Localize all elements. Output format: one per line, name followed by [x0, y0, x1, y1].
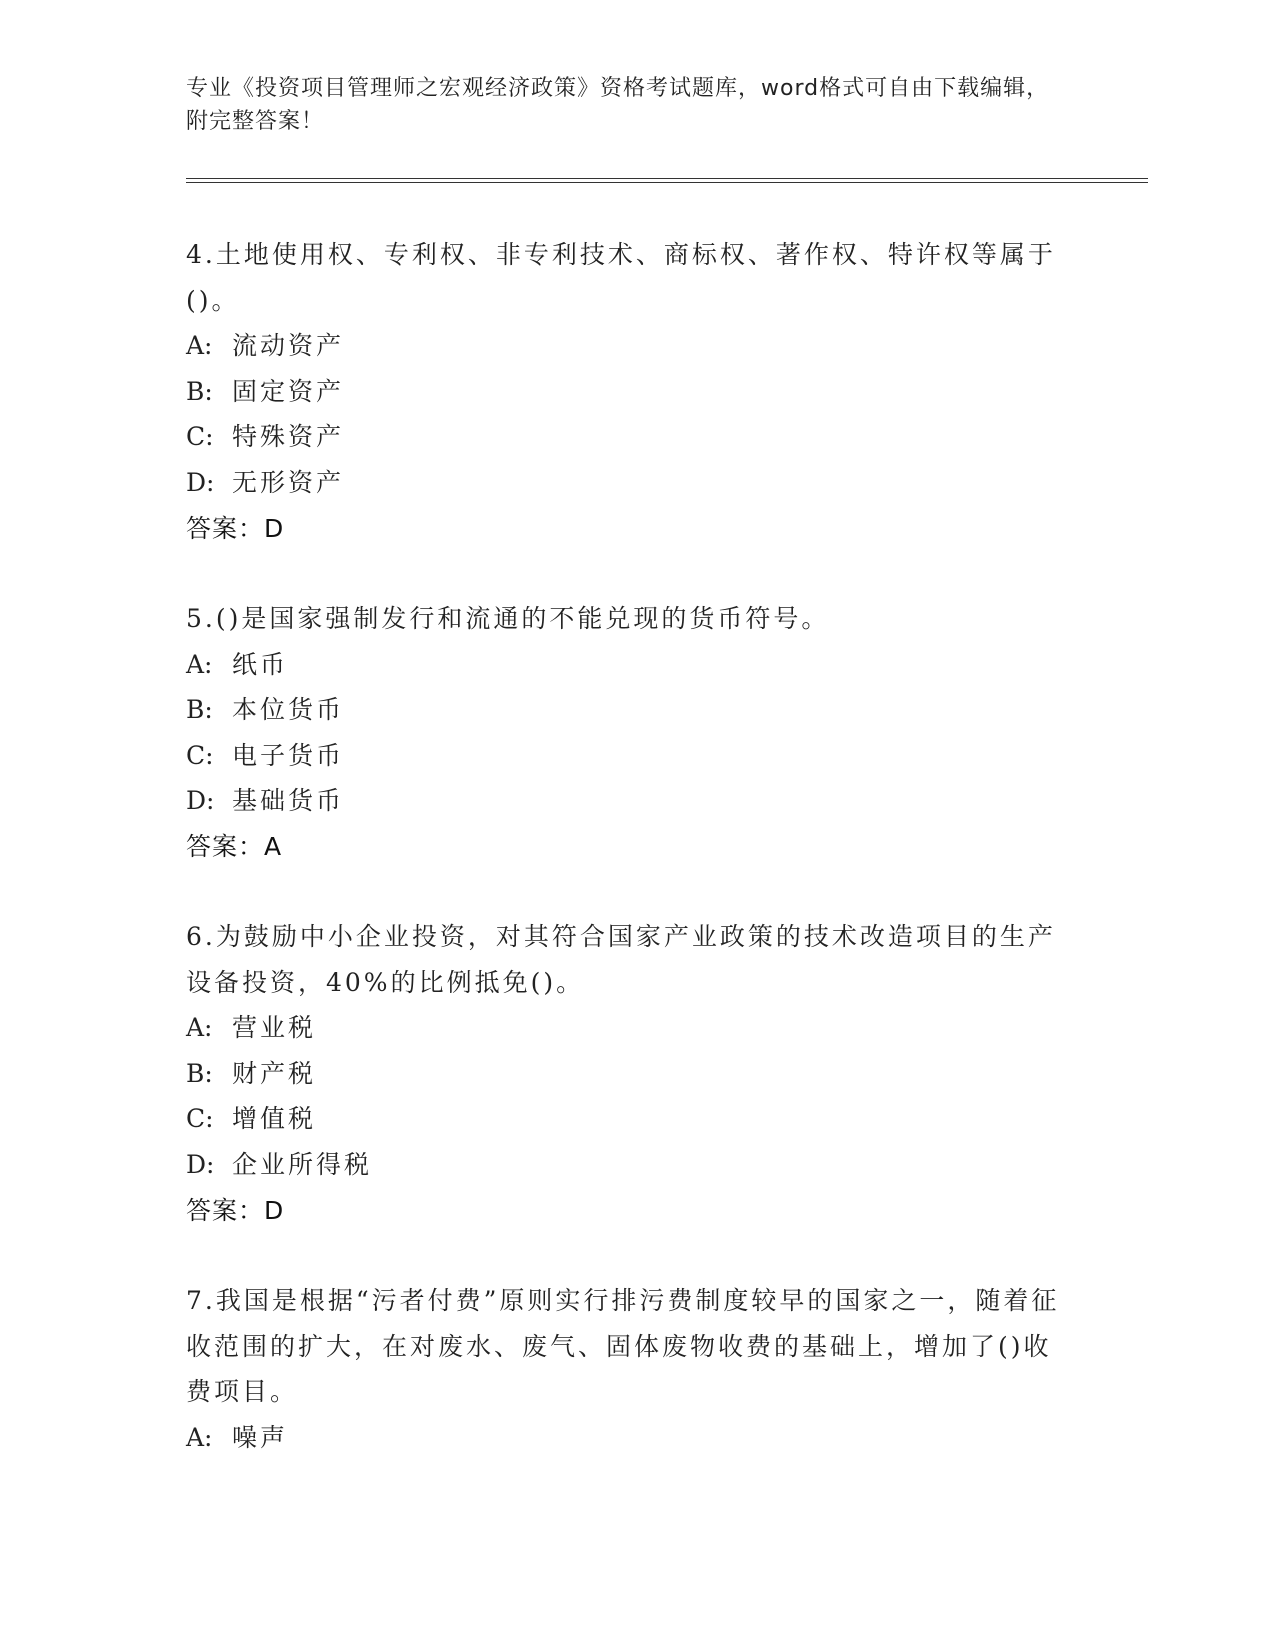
header-divider-top — [186, 178, 1148, 179]
answer-line: 答案：D — [186, 513, 285, 543]
option-c — [186, 733, 1066, 779]
option-letter: C: — [186, 422, 214, 452]
option-text: 电子货币 — [232, 740, 345, 770]
option-letter: A: — [186, 649, 213, 679]
option-c — [186, 414, 1066, 460]
question-stem: 6.为鼓励中小企业投资，对其符合国家产业政策的技术改造项目的生产设备投资，40%的比例抵免()。 — [186, 922, 1056, 997]
option-letter: D: — [186, 786, 215, 816]
option-letter: D: — [186, 1149, 215, 1179]
option-text: 营业税 — [232, 1013, 317, 1043]
option-letter: C: — [186, 1104, 214, 1134]
option-text: 特殊资产 — [232, 422, 345, 452]
option-d — [186, 460, 1066, 506]
option-letter: B: — [186, 695, 213, 725]
question-7 — [186, 1278, 1066, 1460]
question-5 — [186, 596, 1066, 870]
option-text: 财产税 — [232, 1058, 317, 1088]
option-text: 固定资产 — [232, 376, 345, 406]
question-6 — [186, 914, 1066, 1233]
option-d — [186, 1142, 1066, 1188]
question-stem: 5.()是国家强制发行和流通的不能兑现的货币符号。 — [186, 604, 830, 633]
option-letter: B: — [186, 1058, 213, 1088]
option-a — [186, 642, 1066, 688]
option-letter: C: — [186, 740, 214, 770]
option-b — [186, 1051, 1066, 1097]
question-stem: 7.我国是根据“污者付费”原则实行排污费制度较早的国家之一，随着征收范围的扩大，在对废水、废气、固体废物收费的基础上，增加了()收费项目。 — [186, 1286, 1060, 1407]
option-text: 流动资产 — [232, 331, 345, 361]
answer-line: 答案：A — [186, 831, 283, 861]
option-letter: A: — [186, 331, 213, 361]
option-text: 基础货币 — [232, 786, 345, 816]
option-text: 增值税 — [232, 1104, 317, 1134]
option-text: 无形资产 — [232, 467, 345, 497]
option-text: 纸币 — [232, 649, 289, 679]
option-text: 噪声 — [232, 1422, 289, 1452]
option-a — [186, 323, 1066, 369]
header-divider-bottom — [186, 182, 1148, 183]
option-letter: A: — [186, 1422, 213, 1452]
option-letter: D: — [186, 467, 215, 497]
page-header: 专业《投资项目管理师之宏观经济政策》资格考试题库，word格式可自由下载编辑，附完整答案！ — [186, 76, 1050, 134]
option-b — [186, 687, 1066, 733]
option-b — [186, 369, 1066, 415]
option-a — [186, 1005, 1066, 1051]
option-text: 本位货币 — [232, 695, 345, 725]
option-d — [186, 778, 1066, 824]
option-letter: B: — [186, 376, 213, 406]
answer-line: 答案：D — [186, 1195, 285, 1225]
option-c — [186, 1096, 1066, 1142]
option-text: 企业所得税 — [232, 1149, 373, 1179]
question-stem: 4.土地使用权、专利权、非专利技术、商标权、著作权、特许权等属于()。 — [186, 240, 1056, 315]
option-letter: A: — [186, 1013, 213, 1043]
question-4 — [186, 232, 1066, 551]
option-a — [186, 1415, 1066, 1461]
